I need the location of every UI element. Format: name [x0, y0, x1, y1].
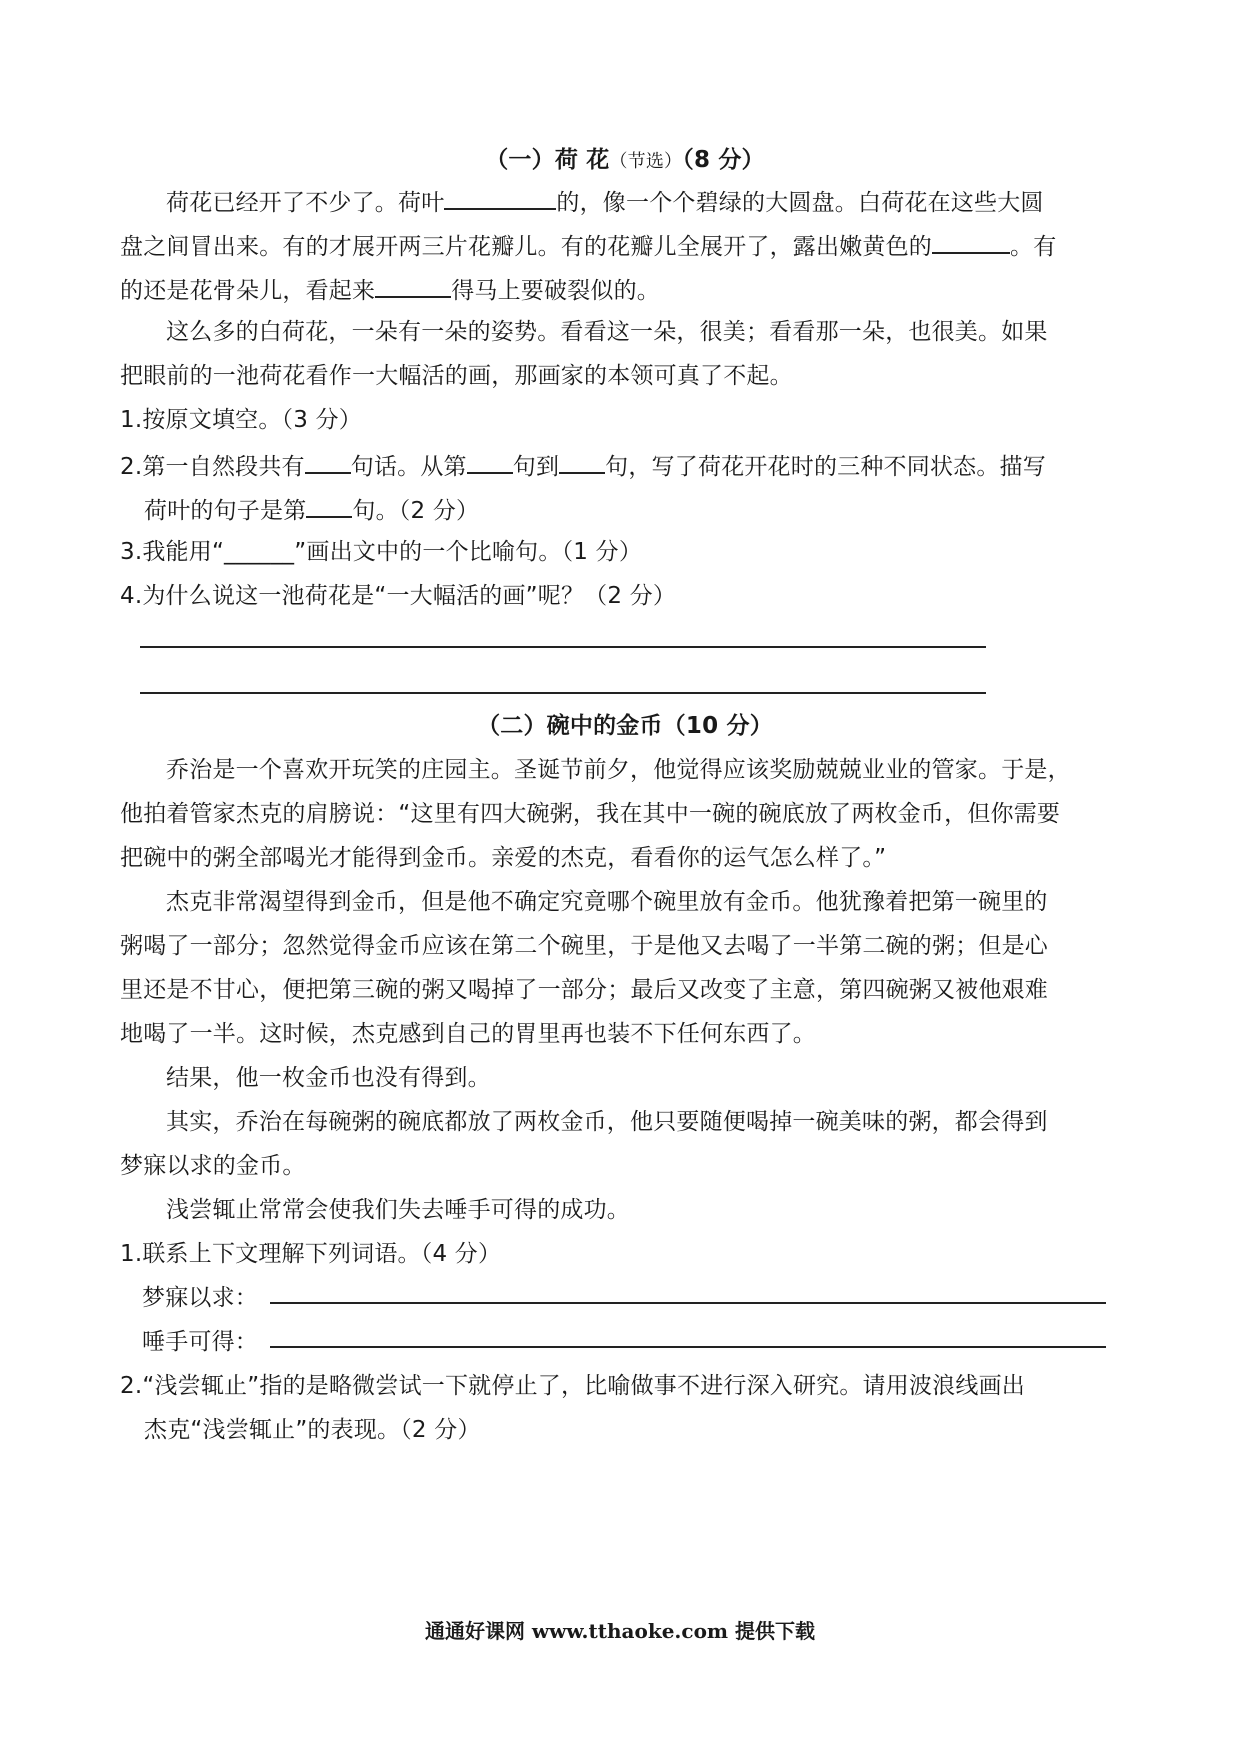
s1-question-3: 3.我能用“______”画出文中的一个比喻句。（1 分）: [120, 539, 643, 565]
s2-para3: 结果，他一枚金币也没有得到。: [166, 1065, 491, 1091]
text-span: 盘之间冒出来。有的才展开两三片花瓣儿。有的花瓣儿全展开了，露出嫩黄色的: [120, 234, 932, 260]
footer-url[interactable]: www.tthaoke.com: [531, 1619, 729, 1643]
s2-para2-line2: 粥喝了一部分；忽然觉得金币应该在第二个碗里，于是他又去喝了一半第二碗的粥；但是心: [120, 933, 1048, 959]
term-tuoshoukede: 唾手可得：: [142, 1329, 258, 1355]
text-span: 荷花已经开了不少了。荷叶: [166, 190, 445, 216]
blank-line: [559, 446, 605, 474]
s2-para2-line1: 杰克非常渴望得到金币，但是他不确定究竟哪个碗里放有金币。他犹豫着把第一碗里的: [166, 889, 1048, 915]
s1-question-2-line1: [120, 446, 1130, 482]
s2-para1-line1: 乔治是一个喜欢开玩笑的庄园主。圣诞节前夕，他觉得应该奖励兢兢业业的管家。于是，: [166, 757, 1071, 783]
text-span: 的，像一个个碧绿的大圆盘。白荷花在这些大圆: [556, 190, 1044, 216]
answer-line[interactable]: [270, 1346, 1106, 1348]
section1-title-note: （节选）: [609, 151, 683, 172]
answer-line[interactable]: [270, 1302, 1106, 1304]
footer-suffix: 提供下载: [735, 1619, 816, 1643]
text-span: 2.第一自然段共有: [120, 454, 305, 480]
section1-title: [120, 142, 1130, 178]
section2-title: （二）碗中的金币（10 分）: [477, 713, 773, 739]
text-span: 的还是花骨朵儿，看起来: [120, 278, 376, 304]
blank-line: [932, 226, 1010, 254]
text-span: 荷叶的句子是第: [144, 498, 307, 524]
s1-p2-line1: 这么多的白荷花，一朵有一朵的姿势。看看这一朵，很美；看看那一朵，也很美。如果: [166, 319, 1048, 345]
text-span: 。有: [1010, 234, 1057, 260]
s2-para4-line2: 梦寐以求的金币。: [120, 1153, 306, 1179]
text-span: 句。（2 分）: [352, 498, 480, 524]
section1-title-score: （8 分）: [682, 147, 765, 173]
answer-line[interactable]: [140, 646, 986, 648]
text-span: 句，写了荷花开花时的三种不同状态。描写: [605, 454, 1046, 480]
s1-question-1: 1.按原文填空。（3 分）: [120, 407, 362, 433]
s1-question-2-line2: [120, 490, 1130, 526]
s2-para2-line4: 地喝了一半。这时候，杰克感到自己的胃里再也装不下任何东西了。: [120, 1021, 816, 1047]
blank-line: [306, 490, 352, 518]
s2-para2-line3: 里还是不甘心，便把第三碗的粥又喝掉了一部分；最后又改变了主意，第四碗粥又被他艰难: [120, 977, 1048, 1003]
blank-line: [467, 446, 513, 474]
term-mengmeiyiqiu: 梦寐以求：: [142, 1285, 258, 1311]
text-span: 得马上要破裂似的。: [451, 278, 661, 304]
s1-p1-line3: [120, 270, 1130, 306]
s1-p1-line2: [120, 226, 1130, 262]
text-span: 句话。从第: [350, 454, 467, 480]
s2-para5: 浅尝辄止常常会使我们失去唾手可得的成功。: [166, 1197, 630, 1223]
s2-question-1: 1.联系上下文理解下列词语。（4 分）: [120, 1241, 502, 1267]
blank-line: [444, 182, 556, 210]
blank-line: [305, 446, 351, 474]
s1-p2-line2: 把眼前的一池荷花看作一大幅活的画，那画家的本领可真了不起。: [120, 363, 793, 389]
s2-question-2-line2: 杰克“浅尝辄止”的表现。（2 分）: [144, 1417, 481, 1443]
s2-question-2-line1: 2.“浅尝辄止”指的是略微尝试一下就停止了，比喻做事不进行深入研究。请用波浪线画出: [120, 1373, 1025, 1399]
s1-question-4: 4.为什么说这一池荷花是“一大幅活的画”呢？（2 分）: [120, 583, 677, 609]
s2-para1-line2: 他拍着管家杰克的肩膀说：“这里有四大碗粥，我在其中一碗的碗底放了两枚金币，但你需要: [120, 801, 1061, 827]
text-span: 句到: [512, 454, 560, 480]
s1-p1-line1: [120, 182, 1130, 218]
answer-line[interactable]: [140, 692, 986, 694]
s2-para4-line1: 其实，乔治在每碗粥的碗底都放了两枚金币，他只要随便喝掉一碗美味的粥，都会得到: [166, 1109, 1048, 1135]
section1-title-text: （一）荷 花: [485, 147, 610, 173]
s2-para1-line3: 把碗中的粥全部喝光才能得到金币。亲爱的杰克，看看你的运气怎么样了。”: [120, 845, 887, 871]
blank-line: [375, 270, 451, 298]
footer: [0, 1616, 1240, 1646]
footer-site: 通通好课网: [424, 1619, 525, 1643]
